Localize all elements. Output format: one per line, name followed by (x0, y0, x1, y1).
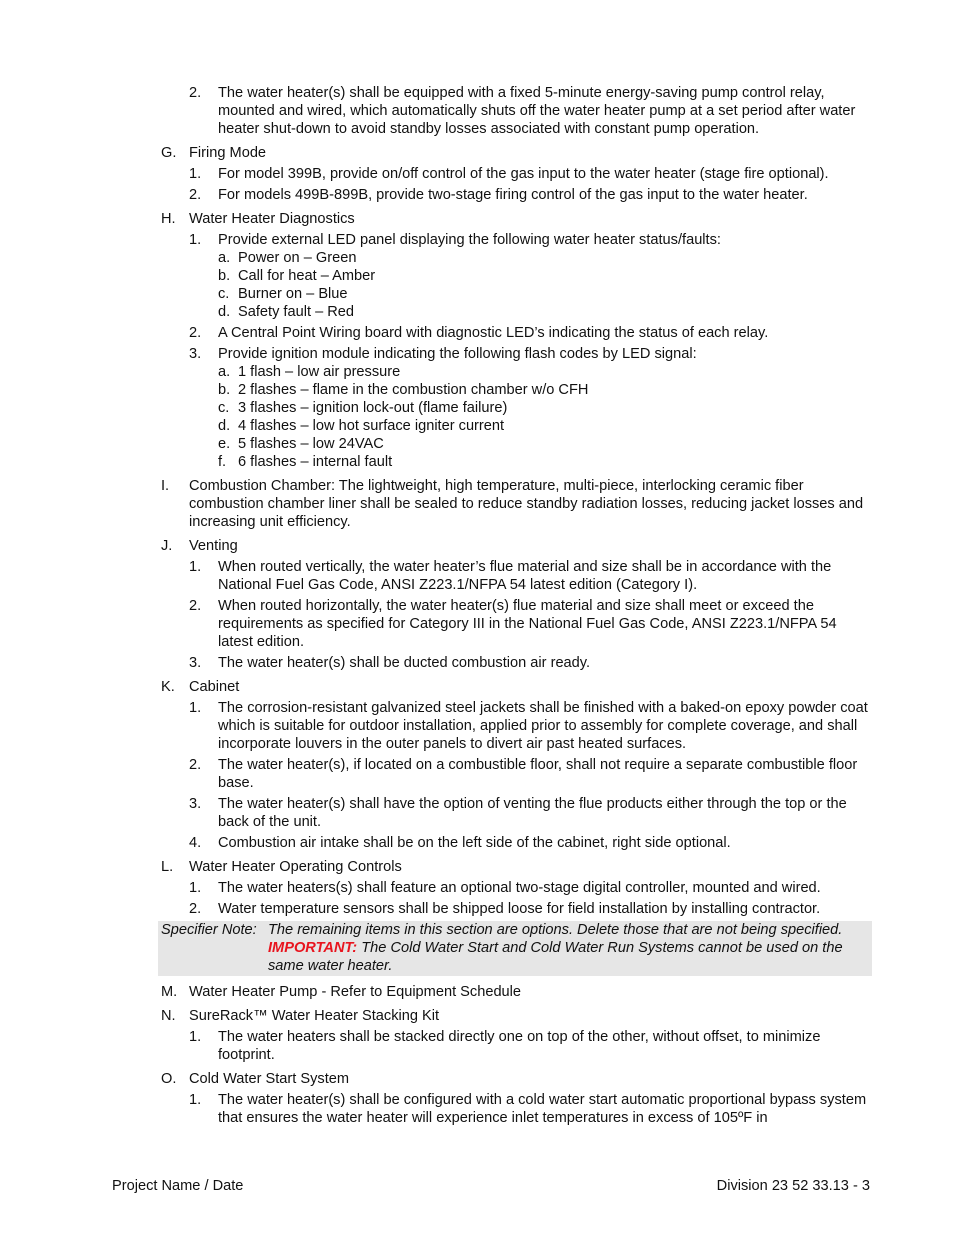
item-label: K. (161, 679, 175, 695)
numbered-item (0, 345, 954, 363)
item-label: N. (161, 1008, 176, 1024)
item-label: 2. (189, 757, 202, 773)
item-label: 1. (189, 232, 202, 248)
item-text: Cabinet (189, 679, 240, 695)
item-text: Combustion Chamber: The lightweight, high temperature, multi-piece, interlocking ceramic fiber combustion chamber liner shall be sealed to reduce standby radiation losses, reducing jacket losses and increasing unit efficiency. (189, 478, 864, 530)
item-text: Water Heater Diagnostics (189, 211, 355, 227)
item-label: I. (161, 478, 170, 494)
numbered-item (0, 231, 954, 249)
item-label: a. (218, 364, 231, 380)
specifier-note (158, 921, 872, 976)
footer-division-page: Division 23 52 33.13 - 3 (716, 1178, 870, 1194)
numbered-item (0, 900, 954, 918)
sub-item (0, 303, 954, 321)
item-label: 2. (189, 85, 202, 101)
item-label: d. (218, 418, 231, 434)
item-text: Provide ignition module indicating the following flash codes by LED signal: (218, 346, 697, 362)
numbered-item (0, 165, 954, 183)
item-text: 1 flash – low air pressure (238, 364, 401, 380)
page-footer (112, 1177, 870, 1195)
item-label: O. (161, 1071, 177, 1087)
item-label: 1. (189, 166, 202, 182)
numbered-item (0, 324, 954, 342)
section-item (0, 1070, 954, 1088)
item-label: 1. (189, 1029, 202, 1045)
item-text: Safety fault – Red (238, 304, 355, 320)
item-label: 1. (189, 880, 202, 896)
section-item (0, 144, 954, 162)
item-label: b. (218, 382, 231, 398)
item-text: The corrosion-resistant galvanized steel jackets shall be finished with a baked-on epoxy powder coat which is suitable for outdoor installation, applied prior to assembly for complete coverage, and shall incorporate louvers in the outer panels to divert air past heated surfaces. (218, 700, 868, 752)
section-item (0, 983, 954, 1001)
item-text: Call for heat – Amber (238, 268, 376, 284)
numbered-item (0, 1091, 954, 1127)
item-text: A Central Point Wiring board with diagnostic LED’s indicating the status of each relay. (218, 325, 769, 341)
sub-item (0, 417, 954, 435)
item-text: 3 flashes – ignition lock-out (flame failure) (238, 400, 508, 416)
item-text: The water heaters(s) shall feature an optional two-stage digital controller, mounted and wired. (218, 880, 821, 896)
numbered-item (0, 879, 954, 897)
sub-item (0, 363, 954, 381)
item-text: The water heaters shall be stacked directly one on top of the other, without offset, to minimize footprint. (218, 1029, 821, 1063)
section-item (0, 537, 954, 555)
item-label: e. (218, 436, 231, 452)
specifier-note-text-after: The Cold Water Start and Cold Water Run Systems cannot be used on the same water heater. (268, 940, 843, 974)
item-text: Venting (189, 538, 238, 554)
item-label: 2. (189, 901, 202, 917)
item-text: 4 flashes – low hot surface igniter current (238, 418, 505, 434)
item-text: For models 499B-899B, provide two-stage firing control of the gas input to the water heater. (218, 187, 808, 203)
numbered-item (0, 795, 954, 831)
item-label: 1. (189, 700, 202, 716)
item-label: a. (218, 250, 231, 266)
item-label: d. (218, 304, 231, 320)
spec-list (0, 84, 954, 918)
item-label: J. (161, 538, 173, 554)
item-text: The water heater(s) shall be configured with a cold water start automatic proportional bypass system that ensures the water heater will experience inlet temperatures in excess of 105ºF in (218, 1092, 867, 1126)
item-text: Water Heater Operating Controls (189, 859, 402, 875)
numbered-item (0, 756, 954, 792)
item-text: The water heater(s), if located on a combustible floor, shall not require a separate combustible floor base. (218, 757, 858, 791)
sub-item (0, 267, 954, 285)
item-label: 2. (189, 598, 202, 614)
section-item (0, 477, 954, 531)
item-label: f. (218, 454, 227, 470)
item-label: L. (161, 859, 174, 875)
item-text: When routed horizontally, the water heater(s) flue material and size shall meet or exceed the requirements as specified for Category III in the National Fuel Gas Code, ANSI Z223.1/NFPA 54 latest edition. (218, 598, 837, 650)
item-label: 1. (189, 559, 202, 575)
item-label: H. (161, 211, 176, 227)
item-label: 3. (189, 796, 202, 812)
numbered-item (0, 1028, 954, 1064)
section-item (0, 1007, 954, 1025)
item-label: 2. (189, 187, 202, 203)
item-text: SureRack™ Water Heater Stacking Kit (189, 1008, 440, 1024)
sub-item (0, 435, 954, 453)
item-text: Power on – Green (238, 250, 357, 266)
item-text: For model 399B, provide on/off control of the gas input to the water heater (stage fire optional). (218, 166, 829, 182)
numbered-item (0, 699, 954, 753)
specifier-note-text-before: The remaining items in this section are options. Delete those that are not being specified. (268, 922, 843, 938)
specifier-note-label: Specifier Note: (161, 922, 257, 938)
item-label: 3. (189, 346, 202, 362)
item-text: Combustion air intake shall be on the left side of the cabinet, right side optional. (218, 835, 731, 851)
item-text: The water heater(s) shall be equipped with a fixed 5-minute energy-saving pump control relay, mounted and wired, which automatically shuts off the water heater pump at a set period after water heater shut-down to avoid standby losses associated with constant pump operation. (218, 85, 856, 137)
item-label: M. (161, 984, 178, 1000)
footer-project-name: Project Name / Date (112, 1178, 244, 1194)
item-label: 3. (189, 655, 202, 671)
numbered-item (0, 186, 954, 204)
item-text: Provide external LED panel displaying the following water heater status/faults: (218, 232, 721, 248)
numbered-item (0, 834, 954, 852)
item-text: The water heater(s) shall have the option of venting the flue products either through the top or the back of the unit. (218, 796, 847, 830)
item-text: When routed vertically, the water heater’s flue material and size shall be in accordance with the National Fuel Gas Code, ANSI Z223.1/NFPA 54 latest edition (Category I). (218, 559, 832, 593)
item-text: Cold Water Start System (189, 1071, 350, 1087)
sub-item (0, 399, 954, 417)
sub-item (0, 453, 954, 471)
numbered-item (0, 654, 954, 672)
section-item (0, 210, 954, 228)
item-text: Water Heater Pump - Refer to Equipment Schedule (189, 984, 522, 1000)
numbered-item (0, 84, 954, 138)
item-text: 5 flashes – low 24VAC (238, 436, 384, 452)
item-text: 2 flashes – flame in the combustion chamber w/o CFH (238, 382, 589, 398)
item-label: 2. (189, 325, 202, 341)
item-label: c. (218, 286, 230, 302)
specifier-note-text (268, 921, 872, 975)
section-item (0, 858, 954, 876)
item-text: 6 flashes – internal fault (238, 454, 393, 470)
item-text: The water heater(s) shall be ducted combustion air ready. (218, 655, 591, 671)
item-text: Burner on – Blue (238, 286, 348, 302)
item-label: 1. (189, 1092, 202, 1108)
sub-item (0, 381, 954, 399)
section-item (0, 678, 954, 696)
numbered-item (0, 597, 954, 651)
item-label: b. (218, 268, 231, 284)
item-text: Water temperature sensors shall be shipped loose for field installation by installing contractor. (218, 901, 821, 917)
item-label: 4. (189, 835, 202, 851)
item-label: G. (161, 145, 177, 161)
sub-item (0, 249, 954, 267)
spec-list-continued (0, 983, 954, 1127)
numbered-item (0, 558, 954, 594)
important-label: IMPORTANT: (268, 940, 358, 956)
document-page (0, 84, 954, 1127)
item-text: Firing Mode (189, 145, 267, 161)
item-label: c. (218, 400, 230, 416)
sub-item (0, 285, 954, 303)
